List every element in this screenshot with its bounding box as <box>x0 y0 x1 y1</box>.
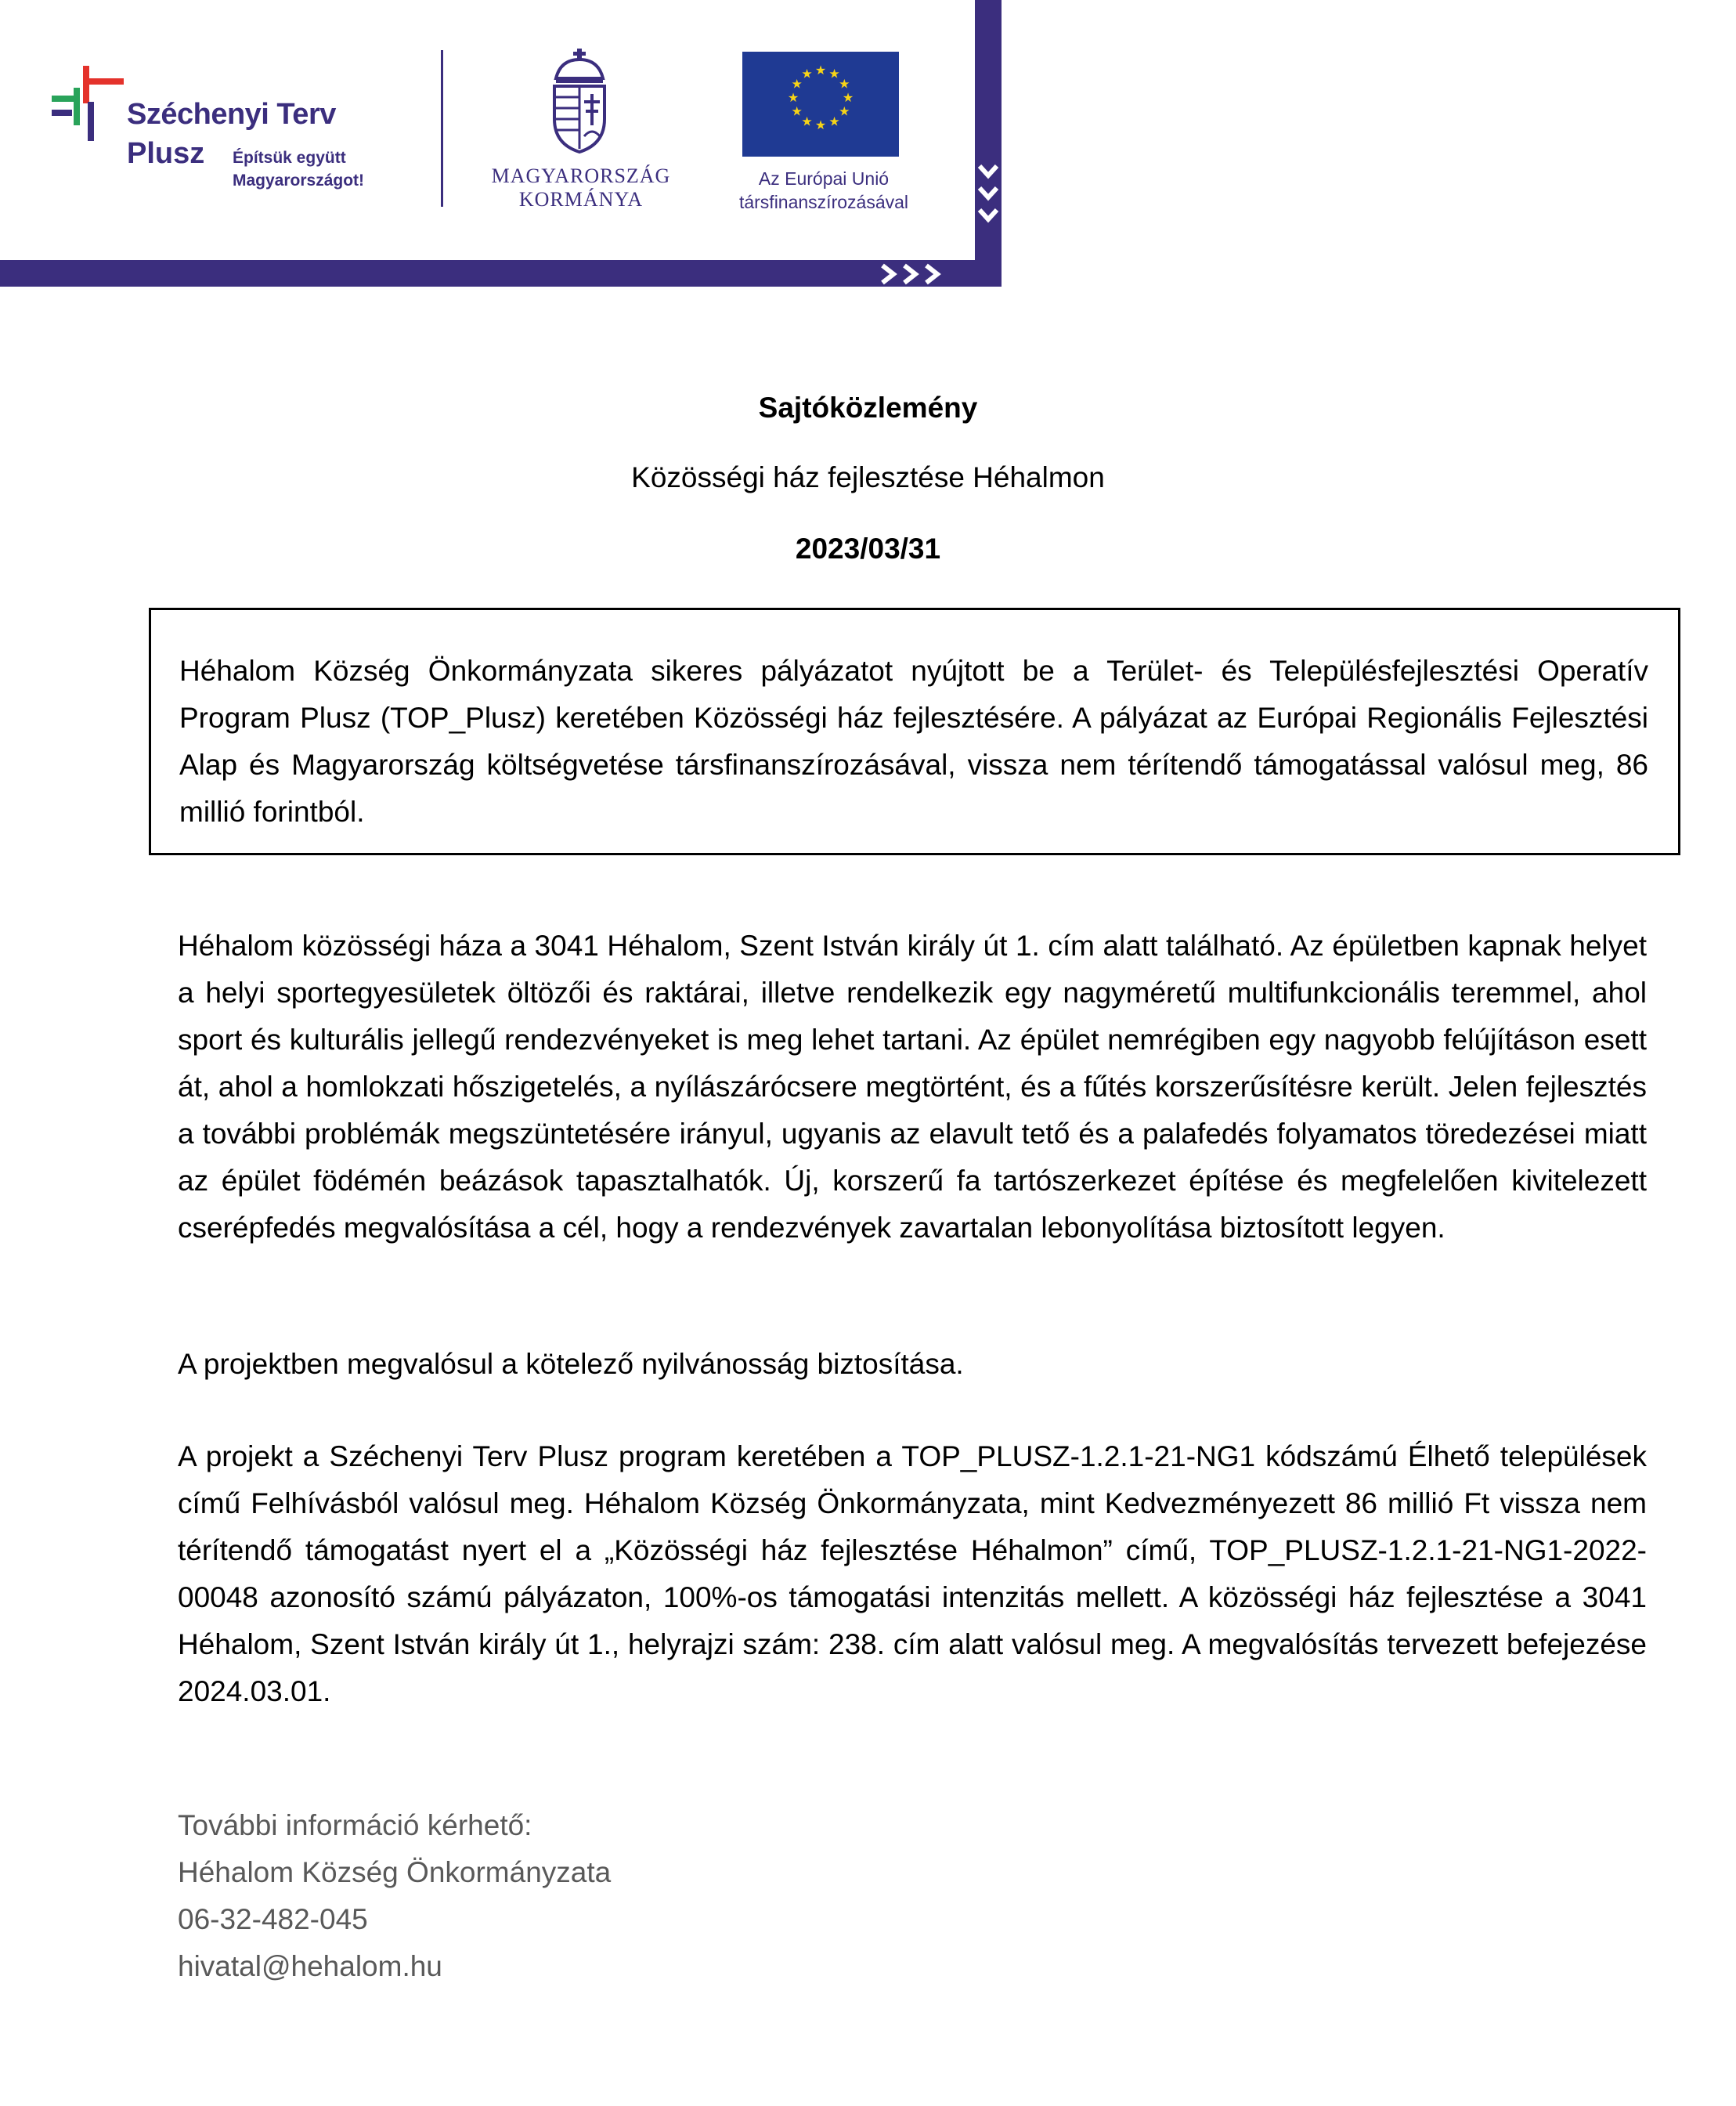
eu-flag-icon <box>742 52 899 157</box>
svg-text:★: ★ <box>828 114 840 129</box>
coat-of-arms-icon <box>548 49 611 154</box>
logo-divider <box>441 50 443 207</box>
summary-box <box>149 608 1680 855</box>
document-type: Sajtóközlemény <box>758 392 978 424</box>
szechenyi-slogan-line2: Magyarországot! <box>233 172 365 190</box>
svg-text:★: ★ <box>839 103 850 119</box>
government-name-line2: KORMÁNYA <box>518 188 644 211</box>
eu-caption-line2: társfinanszírozásával <box>738 192 909 212</box>
body-paragraph-3: A projekt a Széchenyi Terv Plusz program keretében a TOP_PLUSZ-1.2.1-21-NG1 kódszámú Élhető települések című Felhívásból valósul meg. Héhalom Község Önkormányzata, mint Kedvezményezett 86 millió Ft vissza nem térítendő támogatást nyert el a „Közösségi ház fejlesztése Héhalmon” című, TOP_PLUSZ-1.2.1-21-NG1-2022-00048 azonosító számú pályázaton, 100%-os támogatási intenzitás mellett. A közösségi ház fejlesztése a 3041 Héhalom, Szent István király út 1., helyrajzi szám: 238. cím alatt valósul meg. A megvalósítás tervezett befejezése 2024.03.01. <box>178 1440 1647 1707</box>
szechenyi-plusz: Plusz <box>127 137 205 170</box>
svg-text:★: ★ <box>814 63 827 78</box>
contact-organization: Héhalom Község Önkormányzata <box>178 1856 612 1888</box>
government-name-line1: MAGYARORSZÁG <box>491 164 671 187</box>
body-paragraph-1: Héhalom közösségi háza a 3041 Héhalom, Szent István király út 1. cím alatt található. Az épületben kapnak helyet a helyi sportegyesületek öltözői és raktárai, illetve rendelkezik egy nagyméretű multifunkcionális teremmel, ahol sport és kulturális jellegű rendezvényeket is meg lehet tartani. Az épület nemrégiben egy nagyobb felújításon esett át, ahol a homlokzati hőszigetelés, a nyílászárócsere megtörtént, és a fűtés korszerűsítésre került. Jelen fejlesztés a további problémák megszüntetésére irányul, ugyanis az elavult tető és a palafedés folyamatos töredezései miatt az épület födémén beázások tapasztalhatók. Új, korszerű fa tartószerkezet építése és megfelelően kivitelezett cserépfedés megvalósítása a cél, hogy a rendezvények zavartalan lebonyolítása biztosított legyen. <box>178 930 1647 1244</box>
eu-caption-line1: Az Európai Unió <box>758 168 890 189</box>
svg-text:★: ★ <box>791 76 803 92</box>
svg-text:★: ★ <box>787 90 799 105</box>
body-paragraph-2: A projektben megvalósul a kötelező nyilvánosság biztosítása. <box>178 1348 964 1380</box>
szechenyi-slogan-line1: Építsük együtt <box>233 149 346 167</box>
contact-heading: További információ kérhető: <box>178 1809 532 1841</box>
banner-horizontal-bar <box>0 260 994 287</box>
svg-text:★: ★ <box>814 117 827 132</box>
chevron-down-icon <box>976 164 1000 235</box>
svg-text:★: ★ <box>791 103 803 119</box>
svg-text:★: ★ <box>828 66 840 81</box>
banner-vertical-bar <box>975 0 1002 287</box>
szechenyi-terv-logo-icon <box>50 61 128 147</box>
contact-email: hivatal@hehalom.hu <box>178 1950 442 1982</box>
svg-text:★: ★ <box>839 76 850 92</box>
document-subtitle: Közösségi ház fejlesztése Héhalmon <box>631 461 1105 493</box>
document-date: 2023/03/31 <box>795 533 941 565</box>
chevron-right-icon <box>881 262 967 286</box>
svg-text:★: ★ <box>842 90 854 105</box>
svg-text:★: ★ <box>801 66 813 81</box>
szechenyi-title: Széchenyi Terv <box>127 98 336 131</box>
svg-text:★: ★ <box>801 114 813 129</box>
contact-phone: 06-32-482-045 <box>178 1903 368 1935</box>
summary-text: Héhalom Község Önkormányzata sikeres pályázatot nyújtott be a Terület- és Településfejlesztési Operatív Program Plusz (TOP_Plusz) keretében Közösségi ház fejlesztésére. A pályázat az Európai Regionális Fejlesztési Alap és Magyarország költségvetése társfinanszírozásával, vissza nem térítendő támogatással valósul meg, 86 millió forintból. <box>179 655 1648 828</box>
